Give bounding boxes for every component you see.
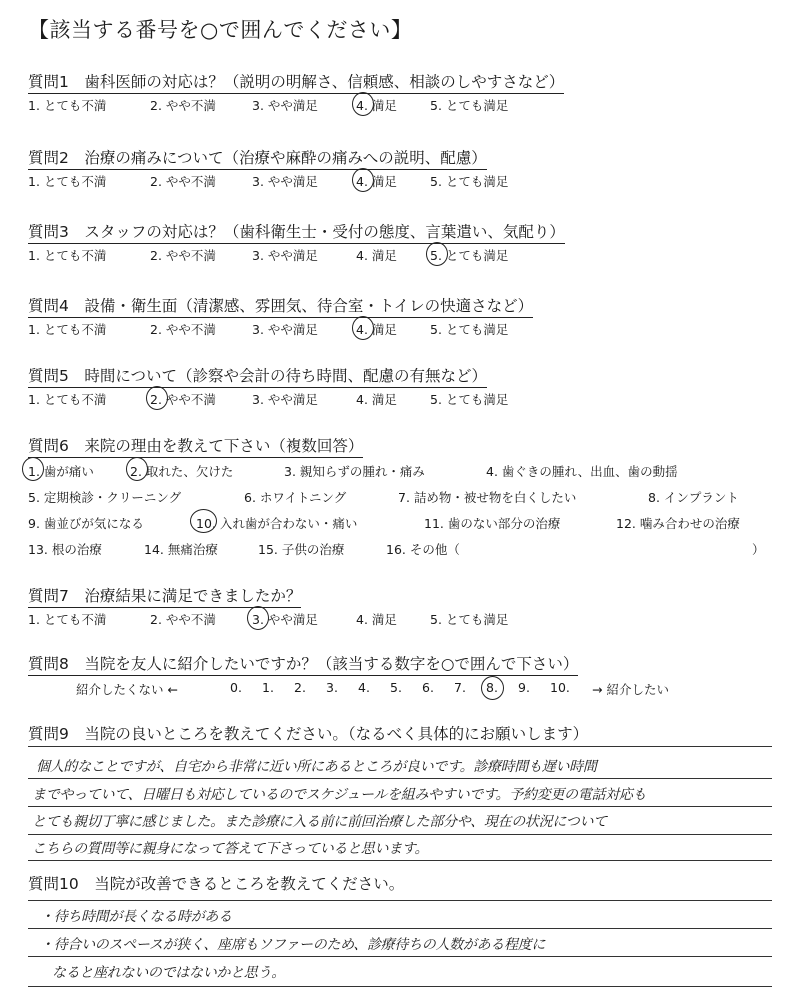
q6-option-5[interactable]: 5. 定期検診・クリーニング [28,490,182,505]
q9-answer-rule-5 [28,860,772,861]
q4-selection-circle [352,316,374,340]
q1-option-3[interactable]: 3. やや満足 [252,98,318,113]
q6-option-8[interactable]: 8. インプラント [648,490,739,505]
q3-option-1[interactable]: 1. とても不満 [28,248,107,263]
q8-scale-7[interactable]: 7. [454,680,466,695]
q9-heading: 質問9 当院の良いところを教えてください。（なるべく具体的にお願いします） [28,725,589,743]
q7-heading: 質問7 治療結果に満足できましたか？ [28,584,301,608]
q5-option-2[interactable]: 2. やや不満 [150,392,216,407]
q5-option-1[interactable]: 1. とても不満 [28,392,107,407]
q7-option-3[interactable]: 3. やや満足 [252,612,318,627]
q8-scale-6[interactable]: 6. [422,680,434,695]
q7-selection-circle [247,606,269,630]
q6-heading: 質問6 来院の理由を教えて下さい（複数回答） [28,434,363,458]
q1-option-2[interactable]: 2. やや不満 [150,98,216,113]
q8-scale-9[interactable]: 9. [518,680,530,695]
q10-answer-rule-2 [28,928,772,929]
q8-selection-circle [481,676,504,700]
q4-option-4[interactable]: 4. 満足 [356,322,397,337]
q8-scale-10[interactable]: 10. [550,680,570,695]
q2-option-2[interactable]: 2. やや不満 [150,174,216,189]
q9-answer-line-2: までやっていて、日曜日も対応しているのでスケジュールを組みやすいです。予約変更の電話対応も [32,787,647,803]
q9-answer-line-4: こちらの質問等に親身になって答えて下さっていると思います。 [32,841,429,857]
q10-answer-rule-1 [28,900,772,901]
q6-option-7[interactable]: 7. 詰め物・被せ物を白くしたい [398,490,577,505]
q6-selection-circle-1 [22,457,44,481]
q9-answer-rule-4 [28,834,772,835]
q5-heading: 質問5 時間について（診察や会計の待ち時間、配慮の有無など） [28,364,487,388]
q8-scale-2[interactable]: 2. [294,680,306,695]
q3-option-4[interactable]: 4. 満足 [356,248,397,263]
q2-option-1[interactable]: 1. とても不満 [28,174,107,189]
q8-scale-1[interactable]: 1. [262,680,274,695]
q8-right-label: → 紹介したい [592,682,669,697]
q10-answer-rule-3 [28,956,772,957]
q8-heading: 質問8 当院を友人に紹介したいですか？（該当する数字を○で囲んで下さい） [28,652,578,676]
q7-option-4[interactable]: 4. 満足 [356,612,397,627]
q1-option-1[interactable]: 1. とても不満 [28,98,107,113]
q2-option-4[interactable]: 4. 満足 [356,174,397,189]
q10-answer-line-1: ・待ち時間が長くなる時がある [40,909,232,925]
q1-heading: 質問1 歯科医師の対応は？（説明の明解さ、信頼感、相談のしやすさなど） [28,70,564,94]
q6-option-13[interactable]: 13. 根の治療 [28,542,102,557]
q6-option-11[interactable]: 11. 歯のない部分の治療 [424,516,561,531]
q3-heading: 質問3 スタッフの対応は？（歯科衛生士・受付の態度、言葉遣い、気配り） [28,220,565,244]
q10-answer-rule-4 [28,986,772,987]
q1-option-4[interactable]: 4. 満足 [356,98,397,113]
q8-scale-3[interactable]: 3. [326,680,338,695]
q4-option-1[interactable]: 1. とても不満 [28,322,107,337]
q6-option-9[interactable]: 9. 歯並びが気になる [28,516,144,531]
q8-scale-8[interactable]: 8. [486,680,498,695]
q3-option-5[interactable]: 5. とても満足 [430,248,509,263]
q10-answer-line-3: なると座れないのではないかと思う。 [52,965,285,981]
q6-selection-circle-10 [190,509,217,533]
q9-answer-rule-2 [28,778,772,779]
q2-option-3[interactable]: 3. やや満足 [252,174,318,189]
q6-option-3[interactable]: 3. 親知らずの腫れ・痛み [284,464,425,479]
q5-option-4[interactable]: 4. 満足 [356,392,397,407]
q6-option-12[interactable]: 12. 噛み合わせの治療 [616,516,740,531]
q8-scale-4[interactable]: 4. [358,680,370,695]
q5-option-5[interactable]: 5. とても満足 [430,392,509,407]
q6-option-10[interactable]: 10. 入れ歯が合わない・痛い [196,516,358,531]
q4-option-2[interactable]: 2. やや不満 [150,322,216,337]
q6-option-15[interactable]: 15. 子供の治療 [258,542,345,557]
page-title: 【該当する番号を○で囲んでください】 [28,18,413,42]
q10-answer-line-2: ・待合いのスペースが狭く、座席もソファーのため、診療待ちの人数がある程度に [40,937,546,953]
q3-option-2[interactable]: 2. やや不満 [150,248,216,263]
q3-selection-circle [426,242,448,266]
q4-option-5[interactable]: 5. とても満足 [430,322,509,337]
q2-option-5[interactable]: 5. とても満足 [430,174,509,189]
q9-answer-rule-3 [28,806,772,807]
q7-option-5[interactable]: 5. とても満足 [430,612,509,627]
q10-heading: 質問10 当院が改善できるところを教えてください。 [28,875,405,893]
q6-option-6[interactable]: 6. ホワイトニング [244,490,347,505]
q2-heading: 質問2 治療の痛みについて（治療や麻酔の痛みへの説明、配慮） [28,146,487,170]
q6-other-close-paren: ） [752,542,765,557]
q8-scale-5[interactable]: 5. [390,680,402,695]
q6-option-4[interactable]: 4. 歯ぐきの腫れ、出血、歯の動揺 [486,464,678,479]
q6-option-16[interactable]: 16. その他（ [386,542,460,557]
q4-option-3[interactable]: 3. やや満足 [252,322,318,337]
q1-option-5[interactable]: 5. とても満足 [430,98,509,113]
q5-option-3[interactable]: 3. やや満足 [252,392,318,407]
q7-option-1[interactable]: 1. とても不満 [28,612,107,627]
q6-option-1[interactable]: 1. 歯が痛い [28,464,94,479]
q8-scale-0[interactable]: 0. [230,680,242,695]
q2-selection-circle [352,168,374,192]
q9-answer-line-3: とても親切丁寧に感じました。また診療に入る前に前回治療した部分や、現在の状況について [32,814,607,830]
q5-selection-circle [146,386,168,410]
q9-answer-line-1: 個人的なことですが、自宅から非常に近い所にあるところが良いです。診療時間も遅い時間 [36,759,597,775]
q3-option-3[interactable]: 3. やや満足 [252,248,318,263]
q8-left-label: 紹介したくない ← [76,682,178,697]
q4-heading: 質問4 設備・衛生面（清潔感、雰囲気、待合室・トイレの快適さなど） [28,294,533,318]
q6-option-2[interactable]: 2. 取れた、欠けた [130,464,234,479]
q9-answer-rule-1 [28,746,772,747]
q1-selection-circle [352,92,374,116]
q7-option-2[interactable]: 2. やや不満 [150,612,216,627]
q6-option-14[interactable]: 14. 無痛治療 [144,542,218,557]
q6-selection-circle-2 [126,457,148,481]
